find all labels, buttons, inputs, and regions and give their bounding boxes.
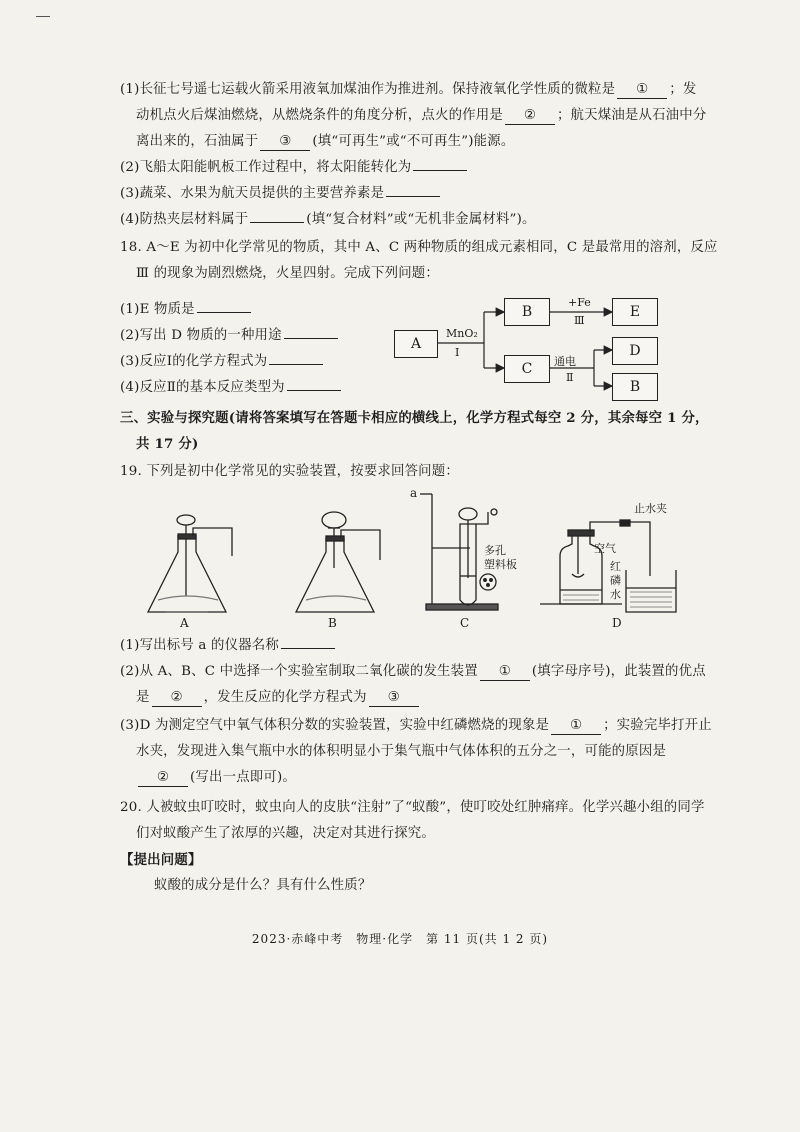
- q17-part2: (2)飞船太阳能帆板工作过程中，将太阳能转化为: [120, 158, 469, 178]
- cond-fe: +Fe: [568, 296, 591, 309]
- q20-heading: 【提出问题】: [120, 852, 202, 868]
- q17-part4: (4)防热夹层材料属于 (填“复合材料”或“无机非金属材料”)。: [120, 212, 536, 227]
- blank-q17-3[interactable]: ③: [260, 134, 310, 151]
- label-B: B: [328, 616, 337, 630]
- reaction-1-label: Ⅰ: [455, 346, 460, 359]
- q19-intro: 19. 下列是初中化学常见的实验装置，按要求回答问题：: [120, 464, 459, 479]
- blank-q19-3-1[interactable]: ①: [551, 718, 601, 735]
- q17-part1-line2: 动机点火后煤油燃烧，从燃烧条件的角度分析，点火的作用是 ② ；航天煤油是从石油中分: [136, 108, 707, 123]
- q20-question: 蚁酸的成分是什么？具有什么性质？: [154, 878, 372, 893]
- blank-q19-2-3[interactable]: ③: [369, 690, 419, 707]
- q20-intro-line2: 们对蚁酸产生了浓厚的兴趣，决定对其进行探究。: [136, 826, 435, 841]
- q18-sub4: (4)反应Ⅱ的基本反应类型为: [120, 378, 343, 398]
- section3-title-line2: 共 17 分): [136, 436, 199, 452]
- label-A: A: [180, 616, 189, 630]
- q18-intro-line2: Ⅲ 的现象为剧烈燃烧，火星四射。完成下列问题：: [136, 266, 439, 281]
- label-water: 水: [610, 588, 621, 601]
- label-C: C: [460, 616, 470, 630]
- cond-mno2: MnO₂: [446, 327, 478, 340]
- blank-q19-2-1[interactable]: ①: [480, 664, 530, 681]
- label-a: a: [410, 486, 418, 500]
- q17-part1-line1: (1)长征七号遥七运载火箭采用液氧加煤油作为推进剂。保持液氧化学性质的微粒是 ① ；发: [120, 82, 697, 97]
- q19-sub1: (1)写出标号 a 的仪器名称: [120, 636, 337, 656]
- q19-sub3-line2: 水夹，发现进入集气瓶中水的体积明显小于集气瓶中气体体积的五分之一，可能的原因是: [136, 744, 667, 759]
- blank-q17-2[interactable]: ②: [505, 108, 555, 125]
- label-red: 红: [610, 560, 621, 573]
- apparatus-B: [296, 512, 380, 612]
- q17-part3: (3)蔬菜、水果为航天员提供的主要营养素是: [120, 184, 442, 204]
- blank-q19-2-2[interactable]: ②: [152, 690, 202, 707]
- apparatus-D: [540, 520, 676, 612]
- apparatus-A: [148, 515, 232, 612]
- label-plastic-plate: 塑料板: [484, 558, 517, 571]
- label-D: D: [612, 616, 622, 630]
- label-air: 空气: [594, 542, 616, 555]
- label-phosphorus: 磷: [610, 574, 621, 587]
- q20-intro-line1: 20. 人被蚊虫叮咬时，蚊虫向人的皮肤“注射”了“蚁酸”，使叮咬处红肿痛痒。化学兴趣小组的同学: [120, 800, 705, 815]
- node-D: D: [612, 337, 658, 365]
- q17-part1-line3: 离出来的，石油属于 ③ (填“可再生”或“不可再生”)能源。: [136, 134, 515, 149]
- q18-intro-line1: 18. A～E 为初中化学常见的物质，其中 A、C 两种物质的组成元素相同，C 是最常用的溶剂，反应: [120, 240, 718, 255]
- blank-q19-3-2[interactable]: ②: [138, 770, 188, 787]
- q18-sub1: (1)E 物质是: [120, 300, 253, 320]
- q19-sub2-line2: 是 ② ，发生反应的化学方程式为 ③: [136, 688, 421, 708]
- section3-title-line1: 三、实验与探究题(请将答案填写在答题卡相应的横线上，化学方程式每空 2 分，其余每空 1 分，: [120, 410, 709, 426]
- blank-q19-1[interactable]: [281, 648, 335, 649]
- node-B-second: B: [612, 373, 658, 401]
- q19-sub2-line1: (2)从 A、B、C 中选择一个实验室制取二氧化碳的发生装置 ① (填字母序号)，此装置的优点: [120, 664, 706, 679]
- node-B: B: [504, 298, 550, 326]
- cond-electrolysis: 通电: [554, 355, 576, 368]
- node-C: C: [504, 355, 550, 383]
- q18-sub2: (2)写出 D 物质的一种用途: [120, 326, 340, 346]
- page-footer: 2023·赤峰中考 物理·化学 第 11 页(共 1 2 页): [251, 932, 549, 946]
- q18-sub3: (3)反应Ⅰ的化学方程式为: [120, 352, 325, 372]
- blank-q17-1[interactable]: ①: [617, 82, 667, 99]
- label-porous: 多孔: [484, 544, 506, 557]
- q19-sub3-line1: (3)D 为测定空气中氧气体积分数的实验装置，实验中红磷燃烧的现象是 ① ；实验完毕打开止: [120, 718, 712, 733]
- reaction-3-label: Ⅲ: [574, 314, 585, 327]
- q19-sub3-line3: ② (写出一点即可)。: [136, 768, 296, 788]
- reaction-2-label: Ⅱ: [566, 371, 574, 384]
- node-E: E: [612, 298, 658, 326]
- label-clamp: 止水夹: [634, 502, 667, 515]
- node-A: A: [394, 330, 438, 358]
